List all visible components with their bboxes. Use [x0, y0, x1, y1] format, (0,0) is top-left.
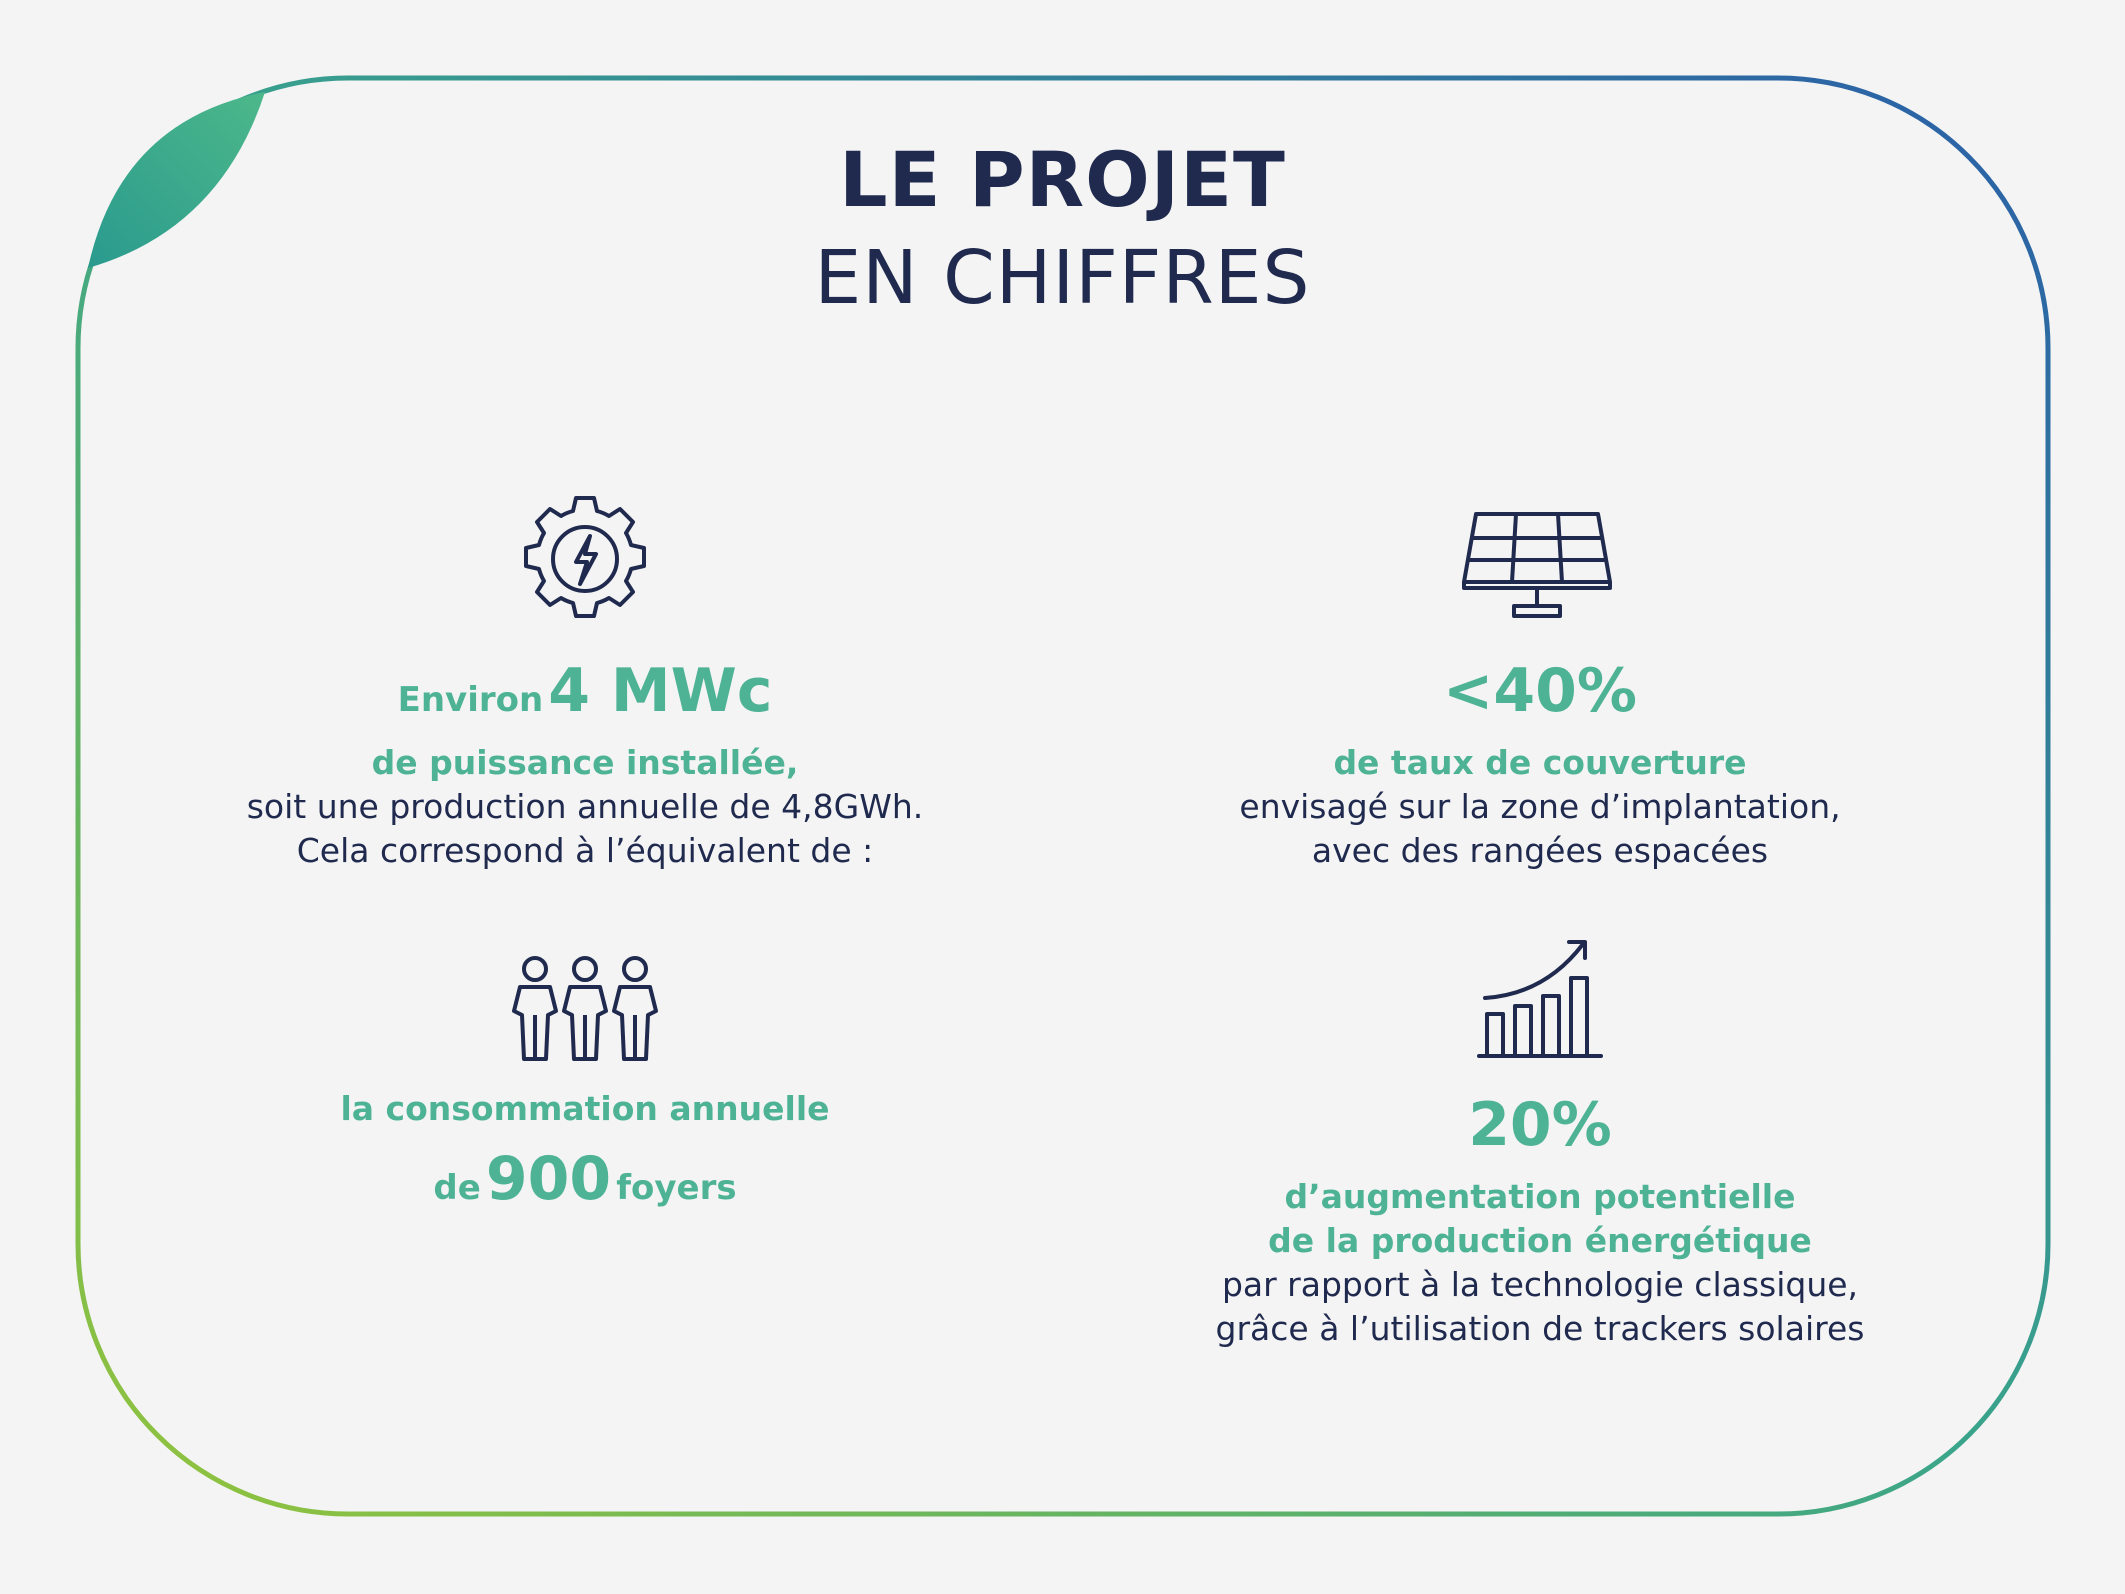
coverage-text-1: envisagé sur la zone d’implantation,	[1239, 787, 1841, 826]
power-text-1: soit une production annuelle de 4,8GWh.	[246, 787, 924, 826]
power-headline	[160, 656, 1010, 741]
power-subtitle: de puissance installée,	[371, 743, 799, 782]
households-suffix: foyers	[616, 1168, 737, 1208]
power-text-2: Cela correspond à l’équivalent de :	[296, 831, 874, 870]
power-prefix: Environ	[397, 680, 544, 720]
increase-text-1: par rapport à la technologie classique,	[1221, 1265, 1859, 1304]
coverage-block	[1110, 656, 1970, 873]
power-block	[160, 656, 1010, 873]
increase-block	[1110, 1090, 1970, 1351]
increase-text-2: grâce à l’utilisation de trackers solaires	[1215, 1309, 1865, 1348]
coverage-text-2: avec des rangées espacées	[1311, 831, 1769, 870]
page-title	[0, 130, 2125, 326]
households-value: 900	[485, 1144, 612, 1214]
gear-lightning-icon	[520, 494, 650, 624]
coverage-headline	[1110, 656, 1970, 741]
people-icon	[510, 955, 660, 1063]
power-value: 4 MWc	[548, 656, 773, 726]
title-line-1: LE PROJET	[839, 135, 1286, 224]
coverage-subtitle: de taux de couverture	[1333, 743, 1747, 782]
households-prefix: de	[433, 1168, 481, 1208]
growth-chart-icon	[1475, 936, 1605, 1062]
increase-value: 20%	[1468, 1090, 1612, 1160]
increase-subtitle-2: de la production énergétique	[1268, 1221, 1812, 1260]
households-line-1: la consommation annuelle	[340, 1089, 830, 1128]
title-line-2: EN CHIFFRES	[814, 235, 1311, 321]
solar-panel-icon	[1462, 510, 1612, 622]
households-block	[160, 1084, 1010, 1239]
households-headline	[160, 1134, 1010, 1239]
increase-headline	[1110, 1090, 1970, 1175]
increase-subtitle-1: d’augmentation potentielle	[1284, 1177, 1796, 1216]
coverage-value: <40%	[1443, 656, 1637, 726]
